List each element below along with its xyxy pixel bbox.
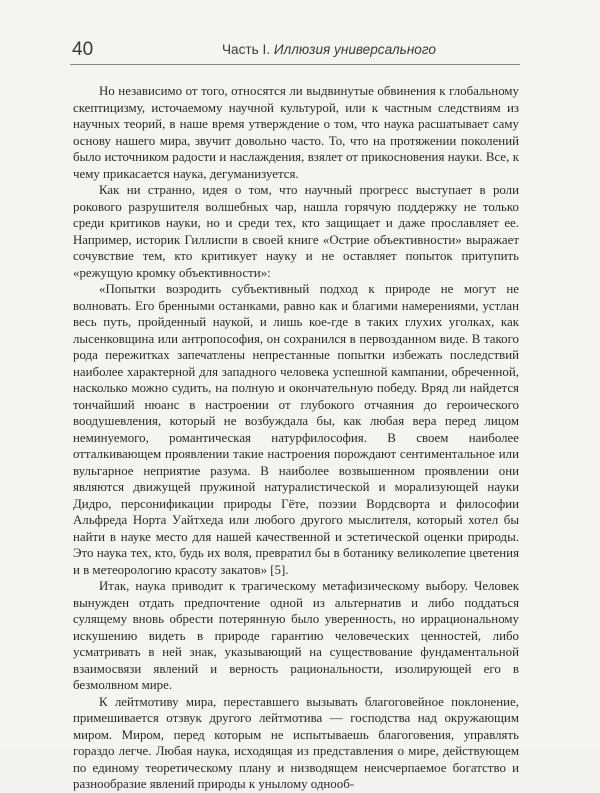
running-head — [222, 43, 436, 57]
part-title: Иллюзия универсального — [273, 42, 436, 57]
paragraph: Итак, наука приводит к трагическому метафизическому выбору. Человек вынужден отдать предпочтение одной из альтернатив и либо поддаться сулящему вновь обрести потерянную было уверенность, но иррациональному искушению видеть в природе гарантию человеческих ценностей, либо усматривать в ней знак, указывающий на существование фундаментальной взаимосвязи явлений и верность рациональности, изолирующей его в безмолвном мире. — [73, 579, 519, 692]
page-number: 40 — [72, 39, 94, 60]
paragraph: Как ни странно, идея о том, что научный прогресс выступает в роли рокового разрушителя волшебных чар, нашла горячую поддержку не только среди критиков науки, но и среди тех, кто защищает и даже прославляет ее. Например, историк Гиллиспи в своей книге «Острие объективности» выражает сочувствие тем, кто критикует науку и не оставляет попыток притупить «режущую кромку объективности»: — [73, 183, 519, 280]
block-quote: «Попытки возродить субъективный подход к природе не могут не волновать. Его бренными останками, равно как и благими намерениями, устлан весь путь, пройденный наукой, и лишь кое-где в таких глухих уголках, как лысенковщина или антропософия, он сохранился в первозданном виде. В такого рода пережитках запечатлены непрестанные попытки избежать последствий наиболее характерной для западного человека успешной кампании, обреченной, насколько можно судить, на полную и окончательную победу. Вряд ли найдется тончайший нюанс в настроении от глубокого отчаяния до героического воодушевления, который не возбуждала бы, как любая вера перед лицом неминуемого, романтическая натурфилософия. В своем наиболее отталкивающем проявлении такие настроения порождают сентиментальное или вульгарное неприятие разума. В наиболее возвышенном проявлении они являются движущей пружиной натуралистической и морализующей науки Дидро, персонификации природы Гёте, поэзии Вордсворта и философии Альфреда Норта Уайтхеда или любого другого мыслителя, который хотел бы найти в науке место для нашей качественной и эстетической оценки природы. Это наука тех, кто, будь их воля, превратил бы в ботанику великолепие цветения и в метеорологию красоту закатов» [5]. — [73, 282, 519, 577]
part-label: Часть I. — [222, 42, 271, 57]
body-text — [73, 83, 519, 793]
paragraph: К лейтмотиву мира, переставшего вызывать благоговейное поклонение, примешивается отзвук другого лейтмотива — господства над окружающим миром. Миром, перед которым не испытываешь благоговения, управлять гораздо легче. Любая наука, исходящая из представления о мире, действующем по единому теоретическому плану и низводящем неисчерпаемое богатство и разнообразие явлений природы к унылому однооб- — [73, 694, 519, 791]
paragraph: Но независимо от того, относятся ли выдвинутые обвинения к глобальному скептицизму, источаемому научной культурой, или к частным следствиям из научных теорий, в наше время утверждение о том, что наука расшатывает саму основу нашего мира, звучит довольно часто. То, что на протяжении поколений было источником радости и наслаждения, взялет от прикосновения науки. Все, к чему прикасается наука, дегуманизуется. — [73, 84, 519, 181]
header-rule — [70, 64, 520, 65]
